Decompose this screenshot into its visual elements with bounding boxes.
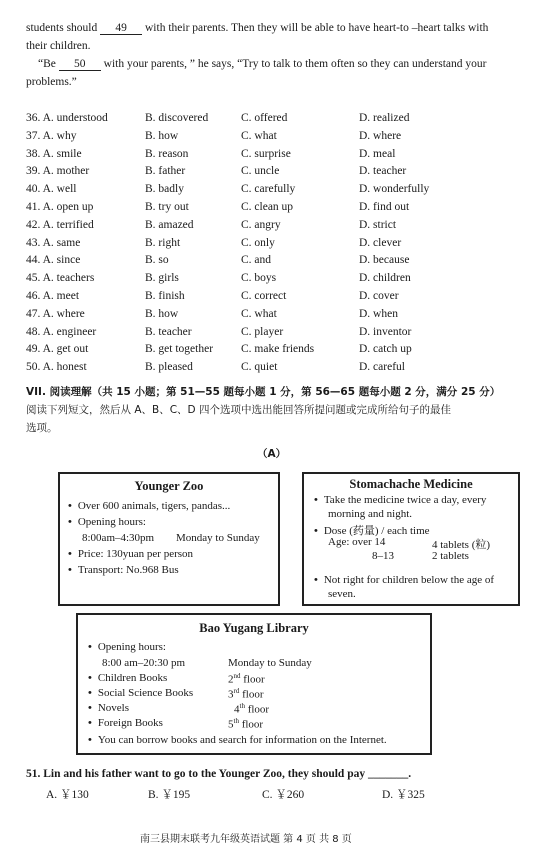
question-37-option-c: C. what (241, 129, 277, 142)
medicine-2-tablets: 2 tablets (432, 550, 469, 562)
question-42-option-c: C. angry (241, 218, 281, 231)
passage-label: （A） (257, 448, 287, 460)
question-46-option-d: D. cover (359, 290, 399, 302)
question-51-stem: 51. Lin and his father want to go to the Younger Zoo, they should pay _______. (26, 768, 412, 780)
question-47-option-b: B. how (145, 307, 179, 320)
question-42-option-a: 42. A. terrified (26, 218, 94, 231)
medicine-notice (302, 472, 520, 606)
question-50-option-d: D. careful (359, 361, 405, 374)
question-46-option-a: 46. A. meet (26, 290, 80, 302)
intro-line-2: their children. (26, 40, 91, 52)
question-36-option-b: B. discovered (145, 112, 209, 124)
question-47-option-c: C. what (241, 307, 277, 320)
question-37-option-b: B. how (145, 129, 179, 142)
question-43-option-d: D. clever (359, 236, 402, 249)
medicine-title: Stomachache Medicine (349, 477, 473, 491)
question-44-option-c: C. and (241, 254, 272, 267)
question-42-option-d: D. strict (359, 218, 397, 231)
page-footer: 南三县期末联考九年级英语试题 第 4 页 共 8 页 (140, 834, 352, 845)
medicine-warning-b: seven. (328, 588, 356, 600)
question-44-option-b: B. so (145, 254, 169, 267)
question-41-option-a: 41. A. open up (26, 201, 94, 213)
question-39-option-a: 39. A. mother (26, 165, 90, 178)
question-44-option-d: D. because (359, 254, 410, 267)
question-45-option-c: C. boys (241, 272, 277, 285)
library-notice (76, 613, 432, 755)
intro-line-3-end: with your parents, ” he says, “Try to talk to them often so they can understand your (103, 58, 487, 70)
question-48-option-b: B. teacher (145, 325, 192, 338)
library-floor-2: 2nd floor (228, 672, 265, 686)
question-38-option-b: B. reason (145, 147, 189, 160)
intro-line-4: problems.” (26, 76, 77, 88)
section-instruction-1: 阅读下列短文，然后从 A、B、C、D 四个选项中选出能回答所提问题或完成所给句子的最佳 (26, 404, 451, 416)
question-45-option-b: B. girls (145, 272, 179, 285)
question-39-option-d: D. teacher (359, 165, 407, 178)
medicine-4-tablets: 4 tablets (粒) (432, 539, 491, 551)
question-41-option-d: D. find out (359, 201, 410, 213)
library-row-social: • Social Science Books (88, 687, 194, 699)
question-36-option-d: D. realized (359, 112, 410, 124)
question-43-option-c: C. only (241, 236, 275, 249)
question-49-option-a: 49. A. get out (26, 343, 89, 356)
question-46-option-b: B. finish (145, 290, 185, 302)
question-40-option-d: D. wonderfully (359, 183, 430, 196)
medicine-age-over14: Age: over 14 (328, 536, 386, 548)
library-hours-days: Monday to Sunday (228, 657, 312, 669)
question-50-option-b: B. pleased (145, 361, 193, 374)
question-45-option-a: 45. A. teachers (26, 272, 95, 285)
blank-49: 49 (100, 22, 142, 35)
intro-line-1 (26, 22, 488, 35)
question-47-option-a: 47. A. where (26, 307, 85, 320)
zoo-hours-days: Monday to Sunday (176, 532, 260, 544)
question-50-option-c: C. quiet (241, 361, 278, 374)
library-hours-time: 8:00 am–20:30 pm (102, 657, 186, 669)
question-49-option-c: C. make friends (241, 343, 315, 356)
library-row-foreign: • Foreign Books (88, 717, 163, 729)
question-38-option-a: 38. A. smile (26, 147, 82, 160)
question-41-option-c: C. clean up (241, 201, 294, 213)
question-40-option-b: B. badly (145, 183, 184, 196)
question-49-option-d: D. catch up (359, 343, 412, 356)
library-row-novels: • Novels (88, 702, 130, 714)
section-heading: VII. 阅读理解（共 15 小题；第 51—55 题每小题 1 分，第 56—65 题每小题 2 分，满分 25 分） (26, 386, 501, 398)
zoo-notice (58, 472, 280, 606)
question-37-option-a: 37. A. why (26, 129, 77, 142)
library-line-hours: • Opening hours: (88, 641, 166, 653)
question-41-option-b: B. try out (145, 201, 189, 213)
medicine-dose: • Dose (药量) / each time (314, 525, 430, 537)
question-46-option-c: C. correct (241, 290, 287, 302)
medicine-line-1: • Take the medicine twice a day, every (314, 494, 487, 506)
question-43-option-a: 43. A. same (26, 236, 81, 249)
medicine-warning: • Not right for children below the age of (314, 574, 494, 586)
zoo-line-transport: • Transport: No.968 Bus (68, 564, 179, 576)
question-39-option-c: C. uncle (241, 165, 280, 178)
library-line-borrow: • You can borrow books and search for information on the Internet. (88, 734, 387, 746)
intro-line-3 (38, 58, 486, 71)
question-50-option-a: 50. A. honest (26, 361, 87, 374)
question-51-option-c: C. ￥260 (262, 789, 305, 801)
question-47-option-d: D. when (359, 307, 398, 320)
question-39-option-b: B. father (145, 165, 186, 178)
question-51-option-a: A. ￥130 (46, 789, 89, 801)
medicine-line-1b: morning and night. (328, 508, 413, 520)
zoo-line-animals: • Over 600 animals, tigers, pandas... (68, 500, 231, 512)
blank-50: 50 (59, 58, 101, 71)
medicine-age-8-13: 8–13 (372, 550, 394, 562)
question-51-option-b: B. ￥195 (148, 789, 191, 801)
zoo-line-price: • Price: 130yuan per person (68, 548, 194, 560)
library-row-children: • Children Books (88, 672, 168, 684)
question-42-option-b: B. amazed (145, 218, 194, 231)
intro-line-1-start: students should (26, 22, 98, 34)
question-40-option-c: C. carefully (241, 183, 296, 196)
intro-line-1-end: with their parents. Then they will be able to have heart-to –heart talks with (145, 22, 489, 34)
zoo-title: Younger Zoo (134, 479, 204, 493)
question-48-option-c: C. player (241, 325, 284, 338)
question-49-option-b: B. get together (145, 343, 214, 356)
question-51-option-d: D. ￥325 (382, 789, 425, 801)
library-title: Bao Yugang Library (199, 621, 309, 635)
zoo-line-hours: • Opening hours: (68, 516, 146, 528)
library-floor-3: 3rd floor (228, 687, 264, 701)
library-floor-5: 5th floor (228, 717, 264, 731)
library-floor-4: 4th floor (234, 702, 270, 716)
question-43-option-b: B. right (145, 236, 181, 249)
question-38-option-d: D. meal (359, 147, 396, 160)
question-36-option-c: C. offered (241, 112, 288, 124)
question-38-option-c: C. surprise (241, 147, 291, 160)
question-48-option-d: D. inventor (359, 325, 412, 338)
zoo-hours-time: 8:00am–4:30pm (82, 532, 155, 544)
question-45-option-d: D. children (359, 272, 411, 285)
intro-line-3-start: “Be (38, 58, 56, 70)
question-44-option-a: 44. A. since (26, 254, 81, 267)
section-instruction-2: 选项。 (26, 422, 58, 434)
question-40-option-a: 40. A. well (26, 183, 77, 196)
question-37-option-d: D. where (359, 129, 402, 142)
question-36-option-a: 36. A. understood (26, 112, 108, 124)
question-48-option-a: 48. A. engineer (26, 325, 97, 338)
